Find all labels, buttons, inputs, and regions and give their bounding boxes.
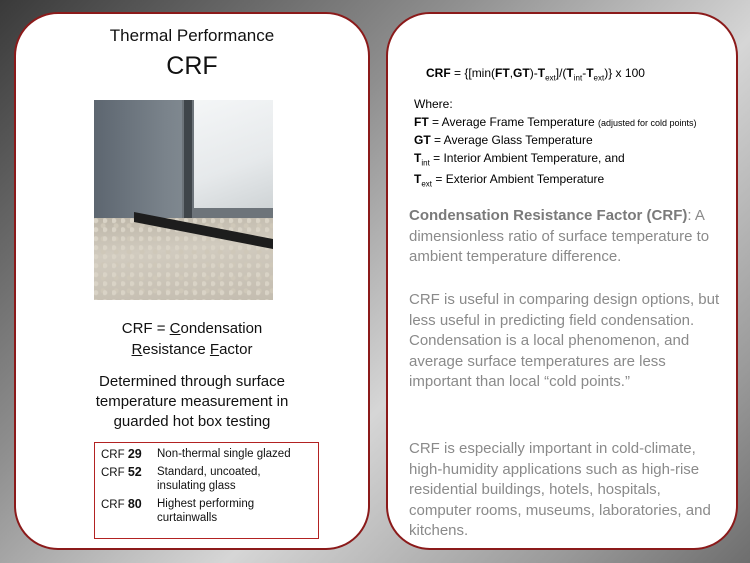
crf-description: Condensation Resistance Factor (CRF): A dimensionless ratio of surface temperature to ambient temperature difference. bbox=[409, 207, 710, 265]
crf-row: CRF 80 Highest performing curtainwalls bbox=[101, 497, 255, 524]
crf-row: CRF 52 Standard, uncoated, insulating glass bbox=[101, 465, 261, 492]
determination-text: Determined through surface temperature measurement in guarded hot box testing bbox=[95, 373, 289, 430]
window-sill-photo bbox=[94, 100, 273, 300]
variable-row: FT = Average Frame Temperature (adjusted for cold points) bbox=[414, 114, 697, 129]
variable-row: GT = Average Glass Temperature bbox=[414, 133, 593, 147]
right-card bbox=[386, 12, 738, 550]
crf-formula: CRF = $\{[\min(FT,GT)-T_{ext}]/(T_{int}-T_{ext})\}$ x 100 bbox=[426, 66, 645, 83]
card-title: Thermal Performance bbox=[109, 26, 275, 45]
crf-applications: CRF is especially important in cold-climate, high-humidity applications such as high-rise residential buildings, hotels, hospitals, computer rooms, museums, laboratories, and kitchens. bbox=[409, 440, 711, 539]
variable-row: $T_{ext}$ = Exterior Ambient Temperature bbox=[414, 172, 605, 189]
variable-row: $T_{int}$ = Interior Ambient Temperature, and bbox=[414, 150, 625, 167]
crf-row: CRF 29 Non-thermal single glazed bbox=[101, 447, 291, 461]
crf-definition: CRF = Condensation Resistance Factor bbox=[121, 320, 263, 358]
crf-values-box bbox=[94, 442, 319, 539]
crf-usefulness: CRF is useful in comparing design options, but less useful in predicting field condensation. Condensation is a local phenomenon, and average surface temperatures are less important than local “cold points.” bbox=[409, 291, 720, 390]
left-card bbox=[14, 12, 370, 550]
variable-definitions: Where: FT = Average Frame Temperature (adjusted for cold points) GT = Average Glass Temperature $T_{int}$ = Interior Ambient Temperature, and $T_{ext}$ = Exterior Ambient Temperature bbox=[414, 96, 697, 193]
card-subtitle: CRF bbox=[166, 52, 218, 80]
